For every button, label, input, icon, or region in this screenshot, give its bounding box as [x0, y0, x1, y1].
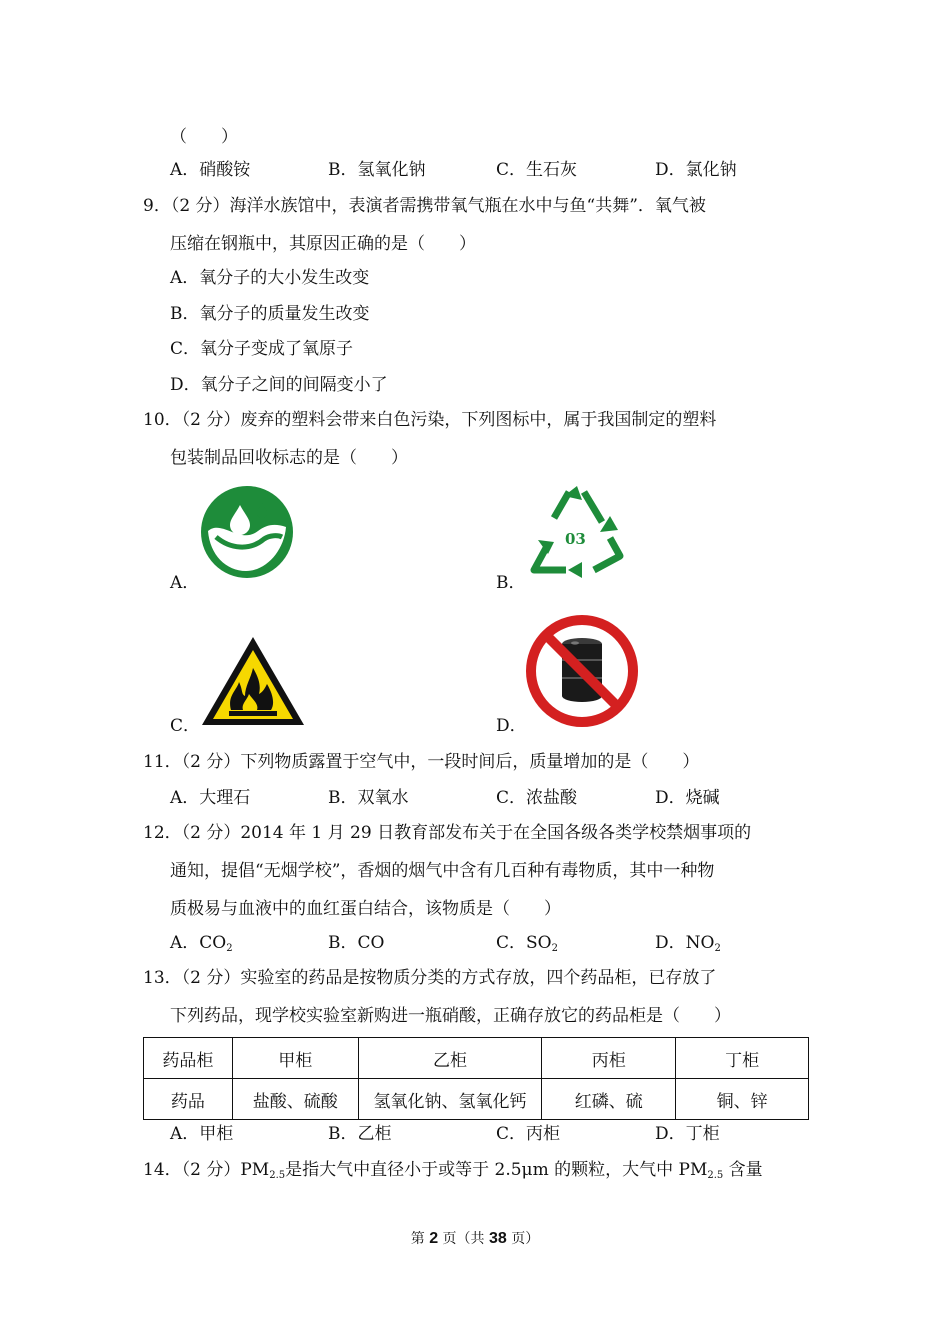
q10-label-c: C． [170, 716, 201, 736]
table-row [144, 1079, 809, 1120]
footer-post: 页） [506, 1231, 540, 1247]
flammable-warning-icon [199, 634, 307, 728]
q11-stem-line1: 11．（2 分）下列物质露置于空气中，一段时间后，质量增加的是（ ） [143, 752, 700, 772]
table-cell: 药品柜 [144, 1038, 233, 1079]
footer-mid: 页（共 [438, 1231, 489, 1247]
q10-label-b: B． [496, 573, 526, 593]
q8-option-a: A．硝酸铵 [170, 160, 251, 180]
table-header-row [144, 1038, 809, 1079]
q11-option-b: B．双氧水 [328, 788, 409, 808]
q12-option-a [170, 931, 233, 961]
q14-text-1: 14．（2 分）PM [143, 1160, 270, 1180]
q8-option-c: C．生石灰 [496, 160, 578, 180]
q12-option-d [655, 931, 721, 961]
q8-answer-paren: （ ） [170, 127, 238, 147]
q9-stem-line2: 压缩在钢瓶中，其原因正确的是（ ） [170, 234, 476, 254]
q13-stem-line1: 13．（2 分）实验室的药品是按物质分类的方式存放，四个药品柜，已存放了 [143, 968, 717, 988]
q9-option-c: C．氧分子变成了氧原子 [170, 339, 354, 359]
q13-option-c: C．丙柜 [496, 1124, 561, 1144]
q12-stem-line2: 通知，提倡“无烟学校”，香烟的烟气中含有几百种有毒物质，其中一种物 [170, 861, 715, 881]
q14-text-3: 含量 [723, 1160, 763, 1180]
recycle-code: 03 [565, 530, 586, 548]
table-cell: 丁柜 [676, 1038, 809, 1079]
q11-option-d: D．烧碱 [655, 788, 720, 808]
footer-page-number: 2 [429, 1230, 439, 1247]
q14-stem-line1 [143, 1158, 763, 1188]
q10-label-d: D． [496, 716, 527, 736]
q13-option-a: A．甲柜 [170, 1124, 234, 1144]
table-cell: 药品 [144, 1079, 233, 1120]
recycle-icon [524, 482, 630, 578]
q12-option-c-sub: 2 [551, 943, 558, 954]
q14-sub-2: 2.5 [707, 1170, 724, 1181]
q8-option-d: D．氯化钠 [655, 160, 737, 180]
table-cell: 甲柜 [232, 1038, 358, 1079]
q9-option-d: D．氧分子之间的间隔变小了 [170, 375, 388, 395]
q11-option-a: A．大理石 [170, 788, 251, 808]
table-cell: 丙柜 [542, 1038, 676, 1079]
q14-sub-1: 2.5 [269, 1170, 286, 1181]
table-cell: 氢氧化钠、氢氧化钙 [358, 1079, 542, 1120]
q12-option-c [496, 931, 558, 961]
q12-stem-line3: 质极易与血液中的血红蛋白结合，该物质是（ ） [170, 899, 561, 919]
q12-option-a-text: A．CO [170, 933, 227, 953]
q12-option-a-sub: 2 [226, 943, 233, 954]
q10-stem-line2: 包装制品回收标志的是（ ） [170, 448, 408, 468]
no-oil-drum-icon [525, 614, 639, 728]
q10-stem-line1: 10．（2 分）废弃的塑料会带来白色污染，下列图标中，属于我国制定的塑料 [143, 410, 717, 430]
q12-option-b-text: B．CO [328, 933, 385, 953]
q12-option-c-text: C．SO [496, 933, 552, 953]
water-saving-icon [200, 485, 294, 579]
q9-stem-line1: 9．（2 分）海洋水族馆中，表演者需携带氧气瓶在水中与鱼“共舞”．氧气被 [143, 196, 706, 216]
q12-option-d-sub: 2 [714, 943, 721, 954]
q11-option-c: C．浓盐酸 [496, 788, 578, 808]
q8-option-b: B．氢氧化钠 [328, 160, 426, 180]
q12-option-b [328, 931, 384, 961]
q13-stem-line2: 下列药品，现学校实验室新购进一瓶硝酸，正确存放它的药品柜是（ ） [170, 1006, 731, 1026]
footer-total-pages: 38 [489, 1230, 507, 1247]
q13-option-b: B．乙柜 [328, 1124, 392, 1144]
q9-option-b: B．氧分子的质量发生改变 [170, 304, 370, 324]
table-cell: 红磷、硫 [542, 1079, 676, 1120]
q14-text-2: 是指大气中直径小于或等于 2.5μm 的颗粒，大气中 PM [285, 1160, 708, 1180]
q12-option-d-text: D．NO [655, 933, 715, 953]
q12-stem-line1: 12．（2 分）2014 年 1 月 29 日教育部发布关于在全国各级各类学校禁烟事项的 [143, 823, 752, 843]
q10-label-a: A． [170, 573, 200, 593]
q13-option-d: D．丁柜 [655, 1124, 720, 1144]
footer-pre: 第 [410, 1231, 430, 1247]
table-cell: 乙柜 [358, 1038, 542, 1079]
drug-cabinet-table [143, 1037, 809, 1120]
table-cell: 盐酸、硫酸 [232, 1079, 358, 1120]
table-cell: 铜、锌 [676, 1079, 809, 1120]
q9-option-a: A．氧分子的大小发生改变 [170, 268, 370, 288]
page-footer [0, 1228, 950, 1250]
